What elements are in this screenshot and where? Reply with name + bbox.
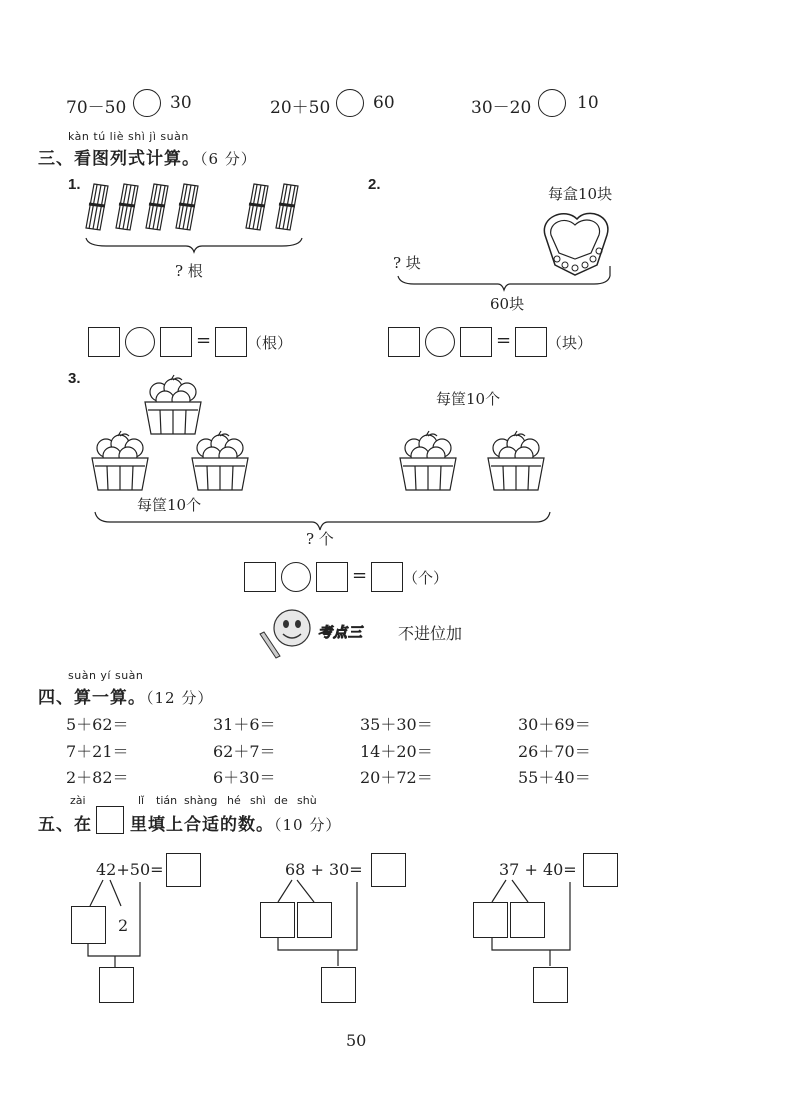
problem: 30＋69＝ xyxy=(518,715,591,734)
problem: 7＋21＝ xyxy=(66,742,129,761)
q1-number: 1. xyxy=(68,176,81,193)
page-number: 50 xyxy=(346,1031,367,1050)
tree1-given-digit: 2 xyxy=(118,916,129,935)
problem: 62＋7＝ xyxy=(213,742,276,761)
section4-pinyin: suàn yí suàn xyxy=(68,669,144,682)
tree3-answer-box[interactable] xyxy=(583,853,618,887)
compare-right-1: 30 xyxy=(170,93,192,113)
pinyin-de: de xyxy=(274,794,288,807)
tree3-split-box-2[interactable] xyxy=(510,902,545,938)
pinyin-shang: shàng xyxy=(184,794,218,807)
banner-title: 不进位加 xyxy=(398,624,463,643)
problem: 2＋82＝ xyxy=(66,768,129,787)
problem: 14＋20＝ xyxy=(360,742,433,761)
q2-number: 2. xyxy=(368,176,381,193)
pinyin-shu: shù xyxy=(297,794,317,807)
q2-equals: = xyxy=(496,330,512,351)
compare-left-3: 30－20 xyxy=(471,98,532,118)
compare-left-1: 70－50 xyxy=(66,98,127,118)
problem: 31＋6＝ xyxy=(213,715,276,734)
tree2-split-box-2[interactable] xyxy=(297,902,332,938)
q2-total-label: 60块 xyxy=(490,295,525,313)
section5-heading-a: 五、在 xyxy=(38,815,92,835)
q3-question-label: ? 个 xyxy=(306,530,334,548)
problem: 5＋62＝ xyxy=(66,715,129,734)
problem: 35＋30＝ xyxy=(360,715,433,734)
section5-title: 里填上合适的数。 xyxy=(130,815,274,835)
pinyin-tian: tián xyxy=(156,794,178,807)
q1-equals: = xyxy=(196,330,212,351)
pinyin-li: lǐ xyxy=(138,794,145,807)
tree2-answer-box[interactable] xyxy=(371,853,406,887)
section3-points: （6 分） xyxy=(200,150,257,168)
tree1-expression: 42+50= xyxy=(96,860,164,879)
pinyin-zai: zài xyxy=(70,794,86,807)
tree3-split-box-1[interactable] xyxy=(473,902,508,938)
q2-question-label: ? 块 xyxy=(393,254,421,272)
tree1-split-box[interactable] xyxy=(71,906,106,944)
tree3-expression: 37 + 40= xyxy=(499,860,577,879)
problem: 55＋40＝ xyxy=(518,768,591,787)
section3-title: 三、看图列式计算。 xyxy=(38,149,200,169)
q2-unit: （块） xyxy=(547,334,593,352)
q3-equals: = xyxy=(352,565,368,586)
q1-unit: （根） xyxy=(247,334,293,352)
compare-right-3: 10 xyxy=(577,93,599,113)
problem: 26＋70＝ xyxy=(518,742,591,761)
section3-pinyin: kàn tú liè shì jì suàn xyxy=(68,130,189,143)
section4-points: （12 分） xyxy=(146,689,214,707)
q2-box-label: 每盒10块 xyxy=(548,185,613,203)
section5-points: （10 分） xyxy=(274,816,342,834)
q3-right-label: 每筐10个 xyxy=(436,390,501,408)
compare-left-2: 20＋50 xyxy=(270,98,331,118)
tree1-result-box[interactable] xyxy=(99,967,134,1003)
q3-left-label: 每筐10个 xyxy=(137,496,202,514)
banner-tag: 考点三 xyxy=(318,625,363,641)
problem: 20＋72＝ xyxy=(360,768,433,787)
pinyin-shi: shì xyxy=(250,794,266,807)
q3-number: 3. xyxy=(68,370,81,387)
pinyin-he: hé xyxy=(227,794,241,807)
compare-right-2: 60 xyxy=(373,93,395,113)
section4-title: 四、算一算。 xyxy=(38,688,146,708)
problem: 6＋30＝ xyxy=(213,768,276,787)
tree2-split-box-1[interactable] xyxy=(260,902,295,938)
tree3-result-box[interactable] xyxy=(533,967,568,1003)
tree2-expression: 68 + 30= xyxy=(285,860,363,879)
tree2-result-box[interactable] xyxy=(321,967,356,1003)
q3-unit: （个） xyxy=(403,569,449,587)
q1-question-label: ? 根 xyxy=(175,262,203,280)
